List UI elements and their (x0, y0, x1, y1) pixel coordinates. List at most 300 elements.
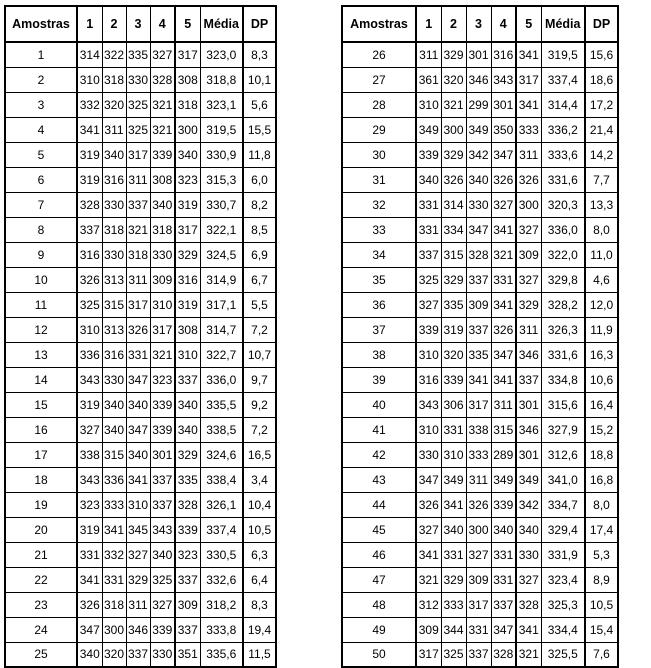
value-3-cell: 331 (466, 617, 491, 642)
table-row (342, 292, 618, 317)
sample-number-cell: 24 (5, 617, 77, 642)
table-row (342, 192, 618, 217)
value-3-cell: 330 (466, 192, 491, 217)
mean-cell: 318,2 (200, 592, 243, 617)
value-4-cell: 321 (150, 342, 175, 367)
sample-number-cell: 20 (5, 517, 77, 542)
value-2-cell: 311 (102, 117, 126, 142)
sample-number-cell: 27 (342, 67, 416, 92)
std-dev-cell: 13,3 (585, 192, 618, 217)
value-1-cell: 341 (416, 542, 441, 567)
value-2-cell: 326 (441, 167, 466, 192)
std-dev-cell: 8,3 (243, 592, 276, 617)
value-2-cell: 316 (102, 167, 126, 192)
std-dev-cell: 17,2 (585, 92, 618, 117)
std-dev-cell: 16,4 (585, 392, 618, 417)
value-1-cell: 339 (416, 317, 441, 342)
value-5-cell: 308 (175, 317, 200, 342)
table-row (5, 492, 276, 517)
value-1-cell: 326 (77, 592, 102, 617)
mean-cell: 314,7 (200, 317, 243, 342)
std-dev-cell: 6,3 (243, 542, 276, 567)
std-dev-cell: 11,0 (585, 242, 618, 267)
std-dev-cell: 12,0 (585, 292, 618, 317)
table-row (342, 442, 618, 467)
sample-number-cell: 9 (5, 242, 77, 267)
value-3-cell: 333 (466, 442, 491, 467)
sample-number-cell: 48 (342, 592, 416, 617)
header-col-3: 3 (126, 6, 150, 42)
value-4-cell: 327 (491, 192, 516, 217)
value-2-cell: 331 (102, 567, 126, 592)
sample-number-cell: 31 (342, 167, 416, 192)
value-2-cell: 340 (102, 392, 126, 417)
sample-number-cell: 37 (342, 317, 416, 342)
mean-cell: 341,0 (541, 467, 585, 492)
std-dev-cell: 6,9 (243, 242, 276, 267)
value-1-cell: 326 (77, 267, 102, 292)
value-5-cell: 346 (516, 342, 541, 367)
mean-cell: 337,4 (541, 67, 585, 92)
value-4-cell: 330 (150, 242, 175, 267)
value-2-cell: 329 (441, 567, 466, 592)
value-5-cell: 337 (516, 367, 541, 392)
value-3-cell: 337 (126, 642, 150, 667)
mean-cell: 314,4 (541, 92, 585, 117)
value-2-cell: 344 (441, 617, 466, 642)
value-4-cell: 310 (150, 292, 175, 317)
mean-cell: 322,0 (541, 242, 585, 267)
table-row (5, 67, 276, 92)
std-dev-cell: 8,9 (585, 567, 618, 592)
value-2-cell: 320 (441, 67, 466, 92)
std-dev-cell: 21,4 (585, 117, 618, 142)
std-dev-cell: 11,9 (585, 317, 618, 342)
value-1-cell: 331 (416, 192, 441, 217)
mean-cell: 331,9 (541, 542, 585, 567)
value-5-cell: 340 (175, 142, 200, 167)
value-1-cell: 325 (77, 292, 102, 317)
value-4-cell: 349 (491, 467, 516, 492)
value-3-cell: 299 (466, 92, 491, 117)
value-1-cell: 341 (77, 117, 102, 142)
value-2-cell: 310 (441, 442, 466, 467)
value-2-cell: 321 (441, 92, 466, 117)
value-3-cell: 329 (126, 567, 150, 592)
table-row (342, 317, 618, 342)
value-3-cell: 317 (126, 292, 150, 317)
std-dev-cell: 15,6 (585, 42, 618, 67)
std-dev-cell: 8,0 (585, 217, 618, 242)
value-4-cell: 340 (491, 517, 516, 542)
mean-cell: 326,1 (200, 492, 243, 517)
value-4-cell: 347 (491, 617, 516, 642)
value-3-cell: 340 (466, 167, 491, 192)
value-2-cell: 318 (102, 217, 126, 242)
value-3-cell: 327 (126, 542, 150, 567)
value-2-cell: 320 (102, 92, 126, 117)
std-dev-cell: 15,5 (243, 117, 276, 142)
mean-cell: 329,8 (541, 267, 585, 292)
sample-number-cell: 28 (342, 92, 416, 117)
table-row (342, 167, 618, 192)
sample-number-cell: 29 (342, 117, 416, 142)
mean-cell: 323,4 (541, 567, 585, 592)
sample-number-cell: 41 (342, 417, 416, 442)
std-dev-cell: 15,2 (585, 417, 618, 442)
table-body (342, 42, 618, 667)
value-4-cell: 317 (150, 317, 175, 342)
value-3-cell: 311 (126, 267, 150, 292)
value-2-cell: 314 (441, 192, 466, 217)
value-1-cell: 340 (416, 167, 441, 192)
value-4-cell: 289 (491, 442, 516, 467)
sample-number-cell: 47 (342, 567, 416, 592)
value-4-cell: 331 (491, 567, 516, 592)
std-dev-cell: 7,2 (243, 317, 276, 342)
header-col-2: 2 (102, 6, 126, 42)
value-1-cell: 343 (416, 392, 441, 417)
std-dev-cell: 10,4 (243, 492, 276, 517)
table-row (5, 192, 276, 217)
mean-cell: 337,4 (200, 517, 243, 542)
sample-number-cell: 16 (5, 417, 77, 442)
value-1-cell: 319 (77, 517, 102, 542)
mean-cell: 318,8 (200, 67, 243, 92)
value-1-cell: 328 (77, 192, 102, 217)
value-2-cell: 316 (102, 342, 126, 367)
value-1-cell: 339 (416, 142, 441, 167)
value-2-cell: 313 (102, 317, 126, 342)
std-dev-cell: 15,4 (585, 617, 618, 642)
value-1-cell: 336 (77, 342, 102, 367)
value-3-cell: 342 (466, 142, 491, 167)
value-3-cell: 335 (126, 42, 150, 67)
value-2-cell: 340 (102, 417, 126, 442)
table-row (5, 167, 276, 192)
table-row (342, 542, 618, 567)
value-5-cell: 342 (516, 492, 541, 517)
table-row (5, 342, 276, 367)
value-4-cell: 339 (150, 617, 175, 642)
header-col-1: 1 (77, 6, 102, 42)
sample-number-cell: 45 (342, 517, 416, 542)
value-4-cell: 321 (150, 117, 175, 142)
value-3-cell: 341 (466, 367, 491, 392)
value-3-cell: 337 (466, 642, 491, 667)
value-2-cell: 318 (102, 67, 126, 92)
value-4-cell: 326 (491, 317, 516, 342)
table-row (342, 467, 618, 492)
sample-number-cell: 33 (342, 217, 416, 242)
sample-number-cell: 18 (5, 467, 77, 492)
sample-number-cell: 3 (5, 92, 77, 117)
value-3-cell: 347 (466, 217, 491, 242)
value-2-cell: 315 (441, 242, 466, 267)
value-1-cell: 337 (77, 217, 102, 242)
value-5-cell: 321 (516, 642, 541, 667)
mean-cell: 336,0 (541, 217, 585, 242)
header-row (342, 6, 618, 42)
value-1-cell: 312 (416, 592, 441, 617)
value-3-cell: 309 (466, 567, 491, 592)
value-5-cell: 328 (175, 492, 200, 517)
sample-number-cell: 36 (342, 292, 416, 317)
value-4-cell: 309 (150, 267, 175, 292)
table-row (5, 467, 276, 492)
header-col-1: 1 (416, 6, 441, 42)
table-row (342, 392, 618, 417)
value-3-cell: 300 (466, 517, 491, 542)
std-dev-cell: 10,6 (585, 367, 618, 392)
value-2-cell: 330 (102, 242, 126, 267)
table-row (5, 592, 276, 617)
sample-number-cell: 1 (5, 42, 77, 67)
value-4-cell: 321 (491, 242, 516, 267)
std-dev-cell: 14,2 (585, 142, 618, 167)
sample-number-cell: 23 (5, 592, 77, 617)
mean-cell: 331,6 (541, 342, 585, 367)
value-1-cell: 314 (77, 42, 102, 67)
mean-cell: 338,5 (200, 417, 243, 442)
value-3-cell: 309 (466, 292, 491, 317)
mean-cell: 332,6 (200, 567, 243, 592)
value-1-cell: 327 (77, 417, 102, 442)
value-2-cell: 341 (102, 517, 126, 542)
std-dev-cell: 16,3 (585, 342, 618, 367)
std-dev-cell: 11,8 (243, 142, 276, 167)
table-row (5, 217, 276, 242)
std-dev-cell: 10,5 (585, 592, 618, 617)
value-2-cell: 349 (441, 467, 466, 492)
table-row (5, 142, 276, 167)
table-row (342, 367, 618, 392)
value-3-cell: 321 (126, 217, 150, 242)
std-dev-cell: 8,5 (243, 217, 276, 242)
table-row (5, 317, 276, 342)
value-1-cell: 319 (77, 142, 102, 167)
value-4-cell: 323 (150, 367, 175, 392)
value-4-cell: 321 (150, 92, 175, 117)
value-5-cell: 340 (175, 392, 200, 417)
table-row (5, 92, 276, 117)
value-5-cell: 319 (175, 292, 200, 317)
header-col-3: 3 (466, 6, 491, 42)
header-amostras: Amostras (5, 6, 77, 42)
value-1-cell: 311 (416, 42, 441, 67)
std-dev-cell: 8,2 (243, 192, 276, 217)
value-4-cell: 340 (150, 542, 175, 567)
value-1-cell: 319 (77, 392, 102, 417)
std-dev-cell: 19,4 (243, 617, 276, 642)
value-3-cell: 325 (126, 92, 150, 117)
sample-number-cell: 30 (342, 142, 416, 167)
std-dev-cell: 8,0 (585, 492, 618, 517)
value-3-cell: 347 (126, 417, 150, 442)
std-dev-cell: 16,8 (585, 467, 618, 492)
sample-number-cell: 15 (5, 392, 77, 417)
sample-number-cell: 38 (342, 342, 416, 367)
mean-cell: 333,8 (200, 617, 243, 642)
value-5-cell: 323 (175, 167, 200, 192)
value-5-cell: 335 (175, 467, 200, 492)
table-row (342, 417, 618, 442)
table-row (342, 617, 618, 642)
value-2-cell: 322 (102, 42, 126, 67)
mean-cell: 315,3 (200, 167, 243, 192)
value-5-cell: 317 (516, 67, 541, 92)
table-row (5, 367, 276, 392)
table-row (342, 92, 618, 117)
sample-number-cell: 6 (5, 167, 77, 192)
value-1-cell: 361 (416, 67, 441, 92)
table-row (342, 267, 618, 292)
std-dev-cell: 17,4 (585, 517, 618, 542)
sample-number-cell: 32 (342, 192, 416, 217)
header-dp: DP (243, 6, 276, 42)
sample-number-cell: 21 (5, 542, 77, 567)
value-1-cell: 310 (416, 92, 441, 117)
value-2-cell: 341 (441, 492, 466, 517)
value-3-cell: 345 (126, 517, 150, 542)
mean-cell: 338,4 (200, 467, 243, 492)
mean-cell: 334,4 (541, 617, 585, 642)
mean-cell: 330,7 (200, 192, 243, 217)
value-2-cell: 300 (441, 117, 466, 142)
value-1-cell: 323 (77, 492, 102, 517)
table-row (342, 242, 618, 267)
value-5-cell: 327 (516, 567, 541, 592)
table-row (5, 567, 276, 592)
value-3-cell: 318 (126, 242, 150, 267)
value-4-cell: 331 (491, 267, 516, 292)
std-dev-cell: 7,7 (585, 167, 618, 192)
mean-cell: 315,6 (541, 392, 585, 417)
value-5-cell: 341 (516, 92, 541, 117)
std-dev-cell: 18,6 (585, 67, 618, 92)
header-col-2: 2 (441, 6, 466, 42)
table-row (5, 442, 276, 467)
value-4-cell: 347 (491, 342, 516, 367)
header-col-4: 4 (150, 6, 175, 42)
value-5-cell: 337 (175, 567, 200, 592)
value-3-cell: 331 (126, 342, 150, 367)
sample-number-cell: 11 (5, 292, 77, 317)
value-4-cell: 343 (150, 517, 175, 542)
value-1-cell: 316 (416, 367, 441, 392)
value-3-cell: 317 (126, 142, 150, 167)
value-1-cell: 349 (416, 117, 441, 142)
value-4-cell: 330 (150, 642, 175, 667)
value-4-cell: 343 (491, 67, 516, 92)
value-4-cell: 328 (150, 67, 175, 92)
sample-number-cell: 49 (342, 617, 416, 642)
samples-table-right (341, 5, 619, 668)
value-4-cell: 331 (491, 542, 516, 567)
value-4-cell: 311 (491, 392, 516, 417)
value-5-cell: 333 (516, 117, 541, 142)
value-3-cell: 311 (126, 167, 150, 192)
sample-number-cell: 50 (342, 642, 416, 667)
std-dev-cell: 8,3 (243, 42, 276, 67)
value-3-cell: 326 (466, 492, 491, 517)
value-2-cell: 329 (441, 267, 466, 292)
mean-cell: 331,6 (541, 167, 585, 192)
value-1-cell: 343 (77, 367, 102, 392)
std-dev-cell: 10,1 (243, 67, 276, 92)
value-3-cell: 337 (466, 267, 491, 292)
value-2-cell: 336 (102, 467, 126, 492)
value-2-cell: 333 (441, 592, 466, 617)
value-5-cell: 346 (516, 417, 541, 442)
value-5-cell: 337 (175, 617, 200, 642)
value-5-cell: 340 (175, 417, 200, 442)
table-row (5, 392, 276, 417)
value-4-cell: 301 (491, 92, 516, 117)
mean-cell: 319,5 (200, 117, 243, 142)
value-5-cell: 309 (175, 592, 200, 617)
header-row (5, 6, 276, 42)
value-5-cell: 311 (516, 317, 541, 342)
value-3-cell: 346 (466, 67, 491, 92)
table-row (5, 267, 276, 292)
value-3-cell: 326 (126, 317, 150, 342)
value-4-cell: 318 (150, 217, 175, 242)
mean-cell: 327,9 (541, 417, 585, 442)
sample-number-cell: 13 (5, 342, 77, 367)
value-1-cell: 327 (416, 517, 441, 542)
mean-cell: 329,4 (541, 517, 585, 542)
header-media: Média (200, 6, 243, 42)
value-2-cell: 330 (102, 192, 126, 217)
mean-cell: 325,5 (541, 642, 585, 667)
sample-number-cell: 40 (342, 392, 416, 417)
table-row (342, 492, 618, 517)
value-1-cell: 319 (77, 167, 102, 192)
mean-cell: 334,7 (541, 492, 585, 517)
value-5-cell: 337 (175, 367, 200, 392)
value-5-cell: 340 (516, 517, 541, 542)
value-4-cell: 301 (150, 442, 175, 467)
sample-number-cell: 10 (5, 267, 77, 292)
value-3-cell: 338 (466, 417, 491, 442)
value-2-cell: 306 (441, 392, 466, 417)
value-1-cell: 343 (77, 467, 102, 492)
value-1-cell: 332 (77, 92, 102, 117)
std-dev-cell: 5,5 (243, 292, 276, 317)
value-3-cell: 311 (466, 467, 491, 492)
sample-number-cell: 17 (5, 442, 77, 467)
mean-cell: 322,7 (200, 342, 243, 367)
value-3-cell: 328 (466, 242, 491, 267)
value-2-cell: 334 (441, 217, 466, 242)
std-dev-cell: 5,3 (585, 542, 618, 567)
value-3-cell: 347 (126, 367, 150, 392)
sample-number-cell: 26 (342, 42, 416, 67)
header-media: Média (541, 6, 585, 42)
table-row (342, 42, 618, 67)
std-dev-cell: 6,0 (243, 167, 276, 192)
value-4-cell: 328 (491, 642, 516, 667)
value-2-cell: 335 (441, 292, 466, 317)
value-2-cell: 315 (102, 442, 126, 467)
mean-cell: 328,2 (541, 292, 585, 317)
value-4-cell: 315 (491, 417, 516, 442)
mean-cell: 334,8 (541, 367, 585, 392)
value-4-cell: 341 (491, 217, 516, 242)
sample-number-cell: 35 (342, 267, 416, 292)
header-col-5: 5 (175, 6, 200, 42)
